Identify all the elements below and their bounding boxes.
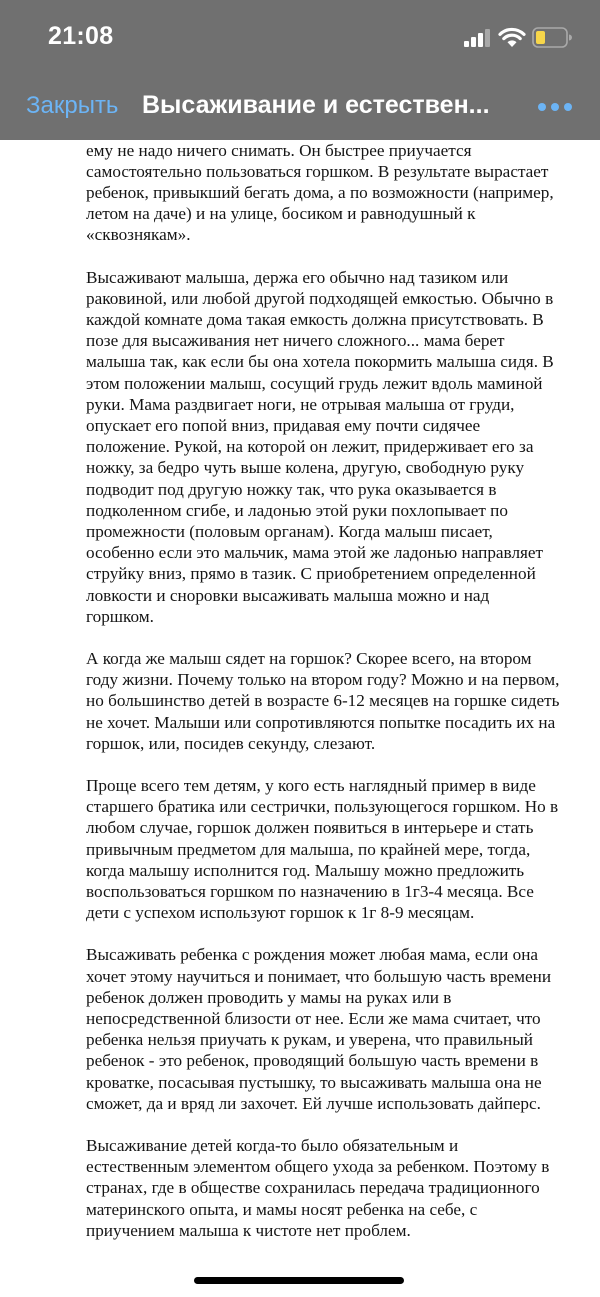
article-content[interactable] xyxy=(86,140,560,1297)
status-time: 21:08 xyxy=(48,22,114,50)
article-paragraph: А когда же малыш сядет на горшок? Скорее всего, на втором году жизни. Почему только на втором году? Можно и на первом, но большинство детей в возрасте 6-12 месяцев на горшке сидеть не хочет. Малыши или сопротивляются попытке посадить их на горшок, или, посидев секунду, слезают. xyxy=(86,648,560,753)
top-bar xyxy=(0,0,600,140)
article-paragraph: Высаживать ребенка с рождения может любая мама, если она хочет этому научиться и понимает, что большую часть времени ребенок должен проводить у мамы на руках или в непосредственной близости от нее. Если же мама считает, что ребенка нельзя приучать к рукам, и уверена, что правильный ребенок - это ребенок, проводящий большую часть времени в кроватке, посасывая пустышку, то высаживать малыша она не сможет, да и вряд ли захочет. Ей лучше использовать дайперс. xyxy=(86,945,552,1113)
article-paragraph: Проще всего тем детям, у кого есть наглядный пример в виде старшего братика или сестрички, пользующегося горшком. Но в любом случае, горшок должен появиться в интерьере и стать привычным предметом для малыша, по крайней мере, тогда, когда малышу исполнится год. Малышу можно предложить воспользоваться горшком по назначению в 1г3-4 месяца. Все дети с успехом используют горшок к 1г 8-9 месяцам. xyxy=(86,775,559,923)
ellipsis-icon[interactable] xyxy=(538,102,572,112)
battery-level xyxy=(536,31,545,44)
cellular-signal-icon xyxy=(464,29,492,47)
home-indicator[interactable] xyxy=(194,1277,404,1284)
article-paragraph: ему не надо ничего снимать. Он быстрее приучается самостоятельно пользоваться горшком. В результате вырастает ребенок, привыкший бегать дома, а по возможности (например, летом на даче) и на улице, босиком и равнодушный к «сквознякам». xyxy=(86,140,554,245)
page-title: Высаживание и естествен... xyxy=(142,91,490,119)
close-button[interactable]: Закрыть xyxy=(26,92,119,119)
article-paragraph: Высаживают малыша, держа его обычно над тазиком или раковиной, или любой другой подходящей емкостью. Обычно в каждой комнате дома такая емкость должна присутствовать. В позе для высаживания нет ничего сложного... мама берет малыша так, как если бы она хотела покормить малыша сидя. В этом положении малыш, сосущий грудь лежит вдоль маминой руки. Мама раздвигает ноги, не отрывая малыша от груди, опускает его попой вниз, придавая ему почти сидячее положение. Рукой, на которой он лежит, придерживает его за ножку, за бедро чуть выше колена, другую, свободную руку подводит под другую ножку так, что рука оказывается в подколенном сгибе, и ладонью этой руки похлопывает по промежности (половым органам). Когда малыш писает, особенно если это мальчик, мама этой же ладонью направляет струйку вниз, прямо в тазик. С приобретением определенной ловкости и сноровки высаживать малыша можно и над горшком. xyxy=(86,267,554,626)
wifi-icon xyxy=(498,26,526,48)
article-paragraph: Высаживание детей когда-то было обязательным и естественным элементом общего ухода за ребенком. Поэтому в странах, где в обществе сохранилась передача традиционного материнского опыта, и мамы носят ребенка на себе, с приучением малыша к чистоте нет проблем. xyxy=(86,1136,550,1240)
battery-icon xyxy=(532,27,572,48)
